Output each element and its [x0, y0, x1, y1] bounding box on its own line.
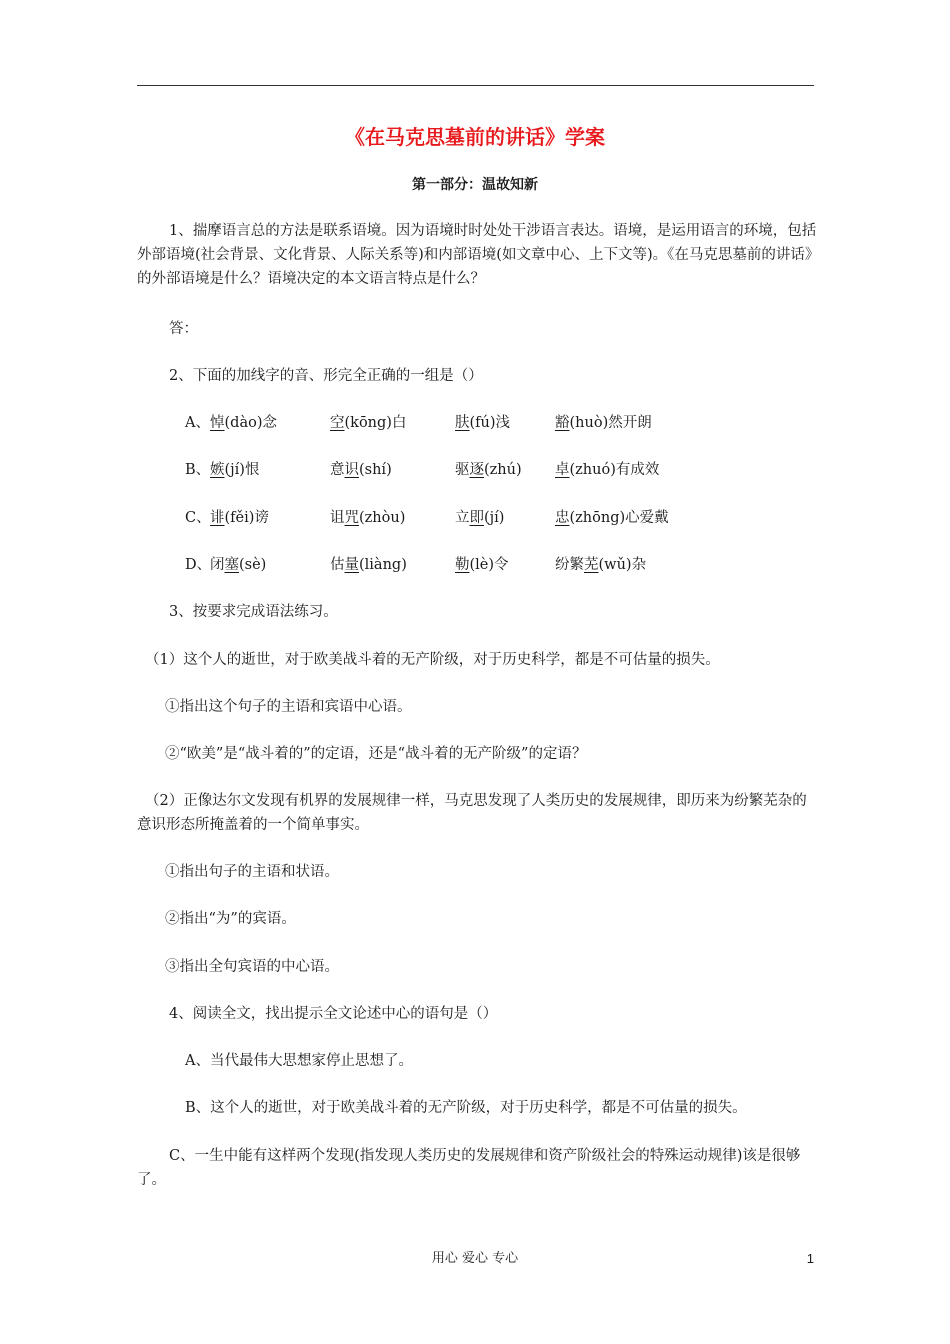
- footer-motto: 用心 爱心 专心: [431, 1251, 519, 1266]
- sentence-1: （1）这个人的逝世，对于欧美战斗着的无产阶级，对于历史科学，都是不可估量的损失。: [145, 652, 720, 668]
- underlined-character: 忠: [555, 510, 570, 526]
- sentence-2-task-c: ③指出全句宾语的中心语。: [165, 959, 339, 975]
- option-word: 驱逐(zhú): [455, 462, 522, 478]
- underlined-character: 咒: [344, 510, 359, 526]
- question-1: 1、揣摩语言总的方法是联系语境。因为语境时时处处干涉语言表达。语境，是运用语言的环境，包括外部语境(社会背景、文化背景、人际关系等)和内部语境(如文章中心、上下文等)。《在马克思墓前的讲话》的外部语境是什么？语境决定的本文语言特点是什么？: [137, 223, 817, 287]
- underlined-character: 量: [344, 557, 359, 573]
- option-word: 估量(liàng): [330, 557, 407, 573]
- header-rule: [137, 85, 814, 86]
- question-4-option-c: C、一生中能有这样两个发现(指发现人类历史的发展规律和资产阶级社会的特殊运动规律)该是很够了。: [137, 1148, 801, 1188]
- question-4-option-b: B、这个人的逝世，对于欧美战斗着的无产阶级，对于历史科学，都是不可估量的损失。: [185, 1100, 747, 1116]
- underlined-character: 勒: [455, 557, 470, 573]
- underlined-character: 逐: [469, 462, 484, 478]
- option-label: A、: [185, 415, 210, 431]
- underlined-character: 悼: [210, 415, 225, 431]
- option-word: 忠(zhōng)心爱戴: [555, 510, 669, 526]
- underlined-character: 诽: [210, 510, 225, 526]
- question-4-option-a: A、当代最伟大思想家停止思想了。: [185, 1053, 413, 1069]
- option-word: 嫉(jí)恨: [210, 462, 260, 478]
- underlined-character: 嫉: [210, 462, 225, 478]
- option-word: 纷繁芜(wǔ)杂: [555, 557, 647, 573]
- option-word: 立即(jí): [455, 510, 505, 526]
- option-word: 诽(fěi)谤: [210, 510, 269, 526]
- question-4-stem: 4、阅读全文，找出提示全文论述中心的语句是（）: [169, 1006, 498, 1022]
- document-title: 《在马克思墓前的讲话》学案: [345, 125, 605, 149]
- underlined-character: 肤: [455, 415, 470, 431]
- option-word: 悼(dào)念: [210, 415, 277, 431]
- sentence-1-task-b: ②“欧美”是“战斗着的”的定语，还是“战斗着的无产阶级”的定语？: [165, 746, 587, 762]
- option-label: B、: [185, 462, 211, 478]
- sentence-2: （2）正像达尔文发现有机界的发展规律一样，马克思发现了人类历史的发展规律，即历来为纷繁芜杂的意识形态所掩盖着的一个简单事实。: [137, 793, 807, 833]
- underlined-character: 识: [344, 462, 359, 478]
- answer-label: 答：: [169, 321, 198, 337]
- question-2-stem: 2、下面的加线字的音、形完全正确的一组是（）: [169, 368, 483, 384]
- option-word: 空(kōng)白: [330, 415, 407, 431]
- underlined-character: 塞: [224, 557, 239, 573]
- underlined-character: 即: [469, 510, 484, 526]
- underlined-character: 卓: [555, 462, 570, 478]
- option-word: 肤(fú)浅: [455, 415, 511, 431]
- option-word: 闭塞(sè): [210, 557, 267, 573]
- question-3-stem: 3、按要求完成语法练习。: [169, 604, 338, 620]
- sentence-1-task-a: ①指出这个句子的主语和宾语中心语。: [165, 699, 412, 715]
- underlined-character: 豁: [555, 415, 570, 431]
- option-word: 诅咒(zhòu): [330, 510, 406, 526]
- underlined-character: 芜: [584, 557, 599, 573]
- page-number: 1: [806, 1251, 814, 1266]
- option-label: D、: [185, 557, 212, 573]
- option-label: C、: [185, 510, 211, 526]
- option-word: 勒(lè)令: [455, 557, 509, 573]
- option-word: 卓(zhuó)有成效: [555, 462, 660, 478]
- sentence-2-task-a: ①指出句子的主语和状语。: [165, 864, 339, 880]
- section-title: 第一部分：温故知新: [412, 177, 538, 193]
- option-word: 意识(shí): [330, 462, 392, 478]
- sentence-2-task-b: ②指出“为”的宾语。: [165, 911, 296, 927]
- underlined-character: 空: [330, 415, 345, 431]
- option-word: 豁(huò)然开朗: [555, 415, 652, 431]
